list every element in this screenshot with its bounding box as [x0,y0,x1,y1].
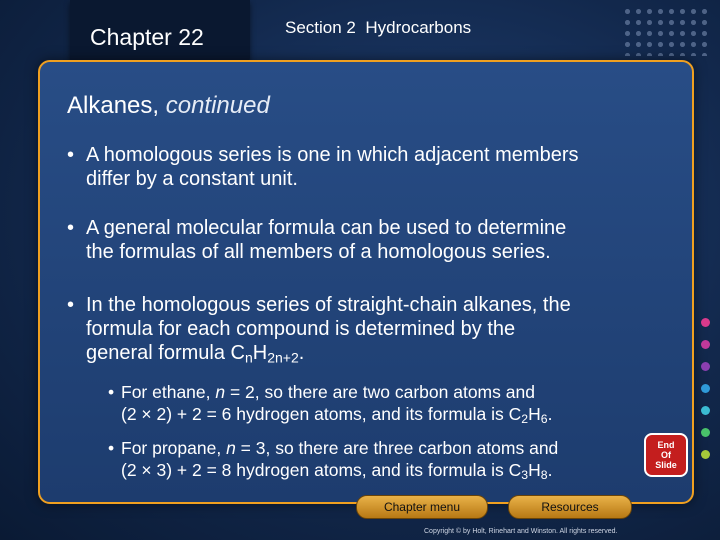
propane-h: H [528,460,541,480]
bullet-2-line-1: A general molecular formula can be used to determine [86,217,567,239]
propane-n: n [226,438,236,458]
side-dot-3 [701,362,710,371]
sub-bullet-ethane [108,381,552,430]
bullet-2 [67,216,566,264]
ethane-text-post: = 2, so there are two carbon atoms and [225,382,535,402]
ethane-h: H [528,404,541,424]
bullet-marker: • [67,144,75,166]
bullet-3-line-2: formula for each compound is determined by the [86,318,516,340]
formula-subscript-2n2: 2n+2 [267,349,299,366]
side-dot-1 [701,318,710,327]
bullet-1-line-1: A homologous series is one in which adjacent members [86,144,579,166]
sub-bullet-propane-line-2 [108,459,558,486]
bullet-marker: • [67,217,75,239]
ethane-n: n [215,382,226,402]
end-of-slide-line-1: End [657,440,675,450]
propane-calc: (2 × 3) + 2 = 8 hydrogen atoms, and its formula is C [121,460,522,480]
side-dot-6 [701,428,710,437]
end-of-slide-button[interactable] [644,433,688,477]
sub-bullet-marker: • [108,438,115,458]
propane-text-post: = 3, so there are three carbon atoms and [235,438,559,458]
bullet-1-line-2: differ by a constant unit. [86,168,298,190]
propane-c-sub: 3 [521,468,529,483]
side-dot-2 [701,340,710,349]
ethane-calc: (2 × 2) + 2 = 6 hydrogen atoms, and its formula is C [121,404,522,424]
resources-button[interactable]: Resources [508,495,632,519]
formula-subscript-n: n [244,349,253,366]
propane-period: . [547,460,553,480]
bullet-2-line-2: the formulas of all members of a homologous series. [86,241,551,263]
ethane-period: . [547,404,553,424]
sub-bullet-propane [108,437,558,486]
copyright-text: Copyright © by Holt, Rinehart and Winston. All rights reserved. [424,528,618,535]
sub-bullet-ethane-line-1 [108,381,552,403]
section-header [285,18,471,38]
side-color-dots [701,318,713,472]
sub-bullet-propane-line-1 [108,437,558,459]
end-of-slide-line-2: Of [660,450,671,460]
dot-grid-decoration [622,6,712,56]
chapter-label: Chapter 22 [90,24,204,50]
sub-bullet-marker: • [108,382,115,402]
chapter-menu-button[interactable]: Chapter menu [356,495,488,519]
bullet-3-line-1: In the homologous series of straight-chain alkanes, the [86,294,571,316]
bullet-3 [67,293,571,370]
formula-period: . [298,342,305,364]
slide-title-continued: continued [165,92,270,119]
section-number: Section 2 [285,18,356,37]
side-dot-7 [701,450,710,459]
side-dot-5 [701,406,710,415]
propane-text-pre: For propane, [121,438,227,458]
bullet-marker: • [67,294,75,316]
end-of-slide-line-3: Slide [655,460,677,470]
section-title: Hydrocarbons [365,18,472,37]
sub-bullet-ethane-line-2 [108,403,552,430]
formula-text: general formula C [86,342,245,364]
formula-h: H [252,342,268,364]
ethane-text-pre: For ethane, [121,382,216,402]
side-dot-4 [701,384,710,393]
bullet-3-line-3 [67,341,571,370]
slide-title [67,92,270,120]
bullet-1 [67,143,578,191]
slide-title-main: Alkanes, [67,92,160,119]
ethane-c-sub: 2 [521,412,529,427]
ethane-h-sub: 6 [540,412,548,427]
propane-h-sub: 8 [540,468,548,483]
